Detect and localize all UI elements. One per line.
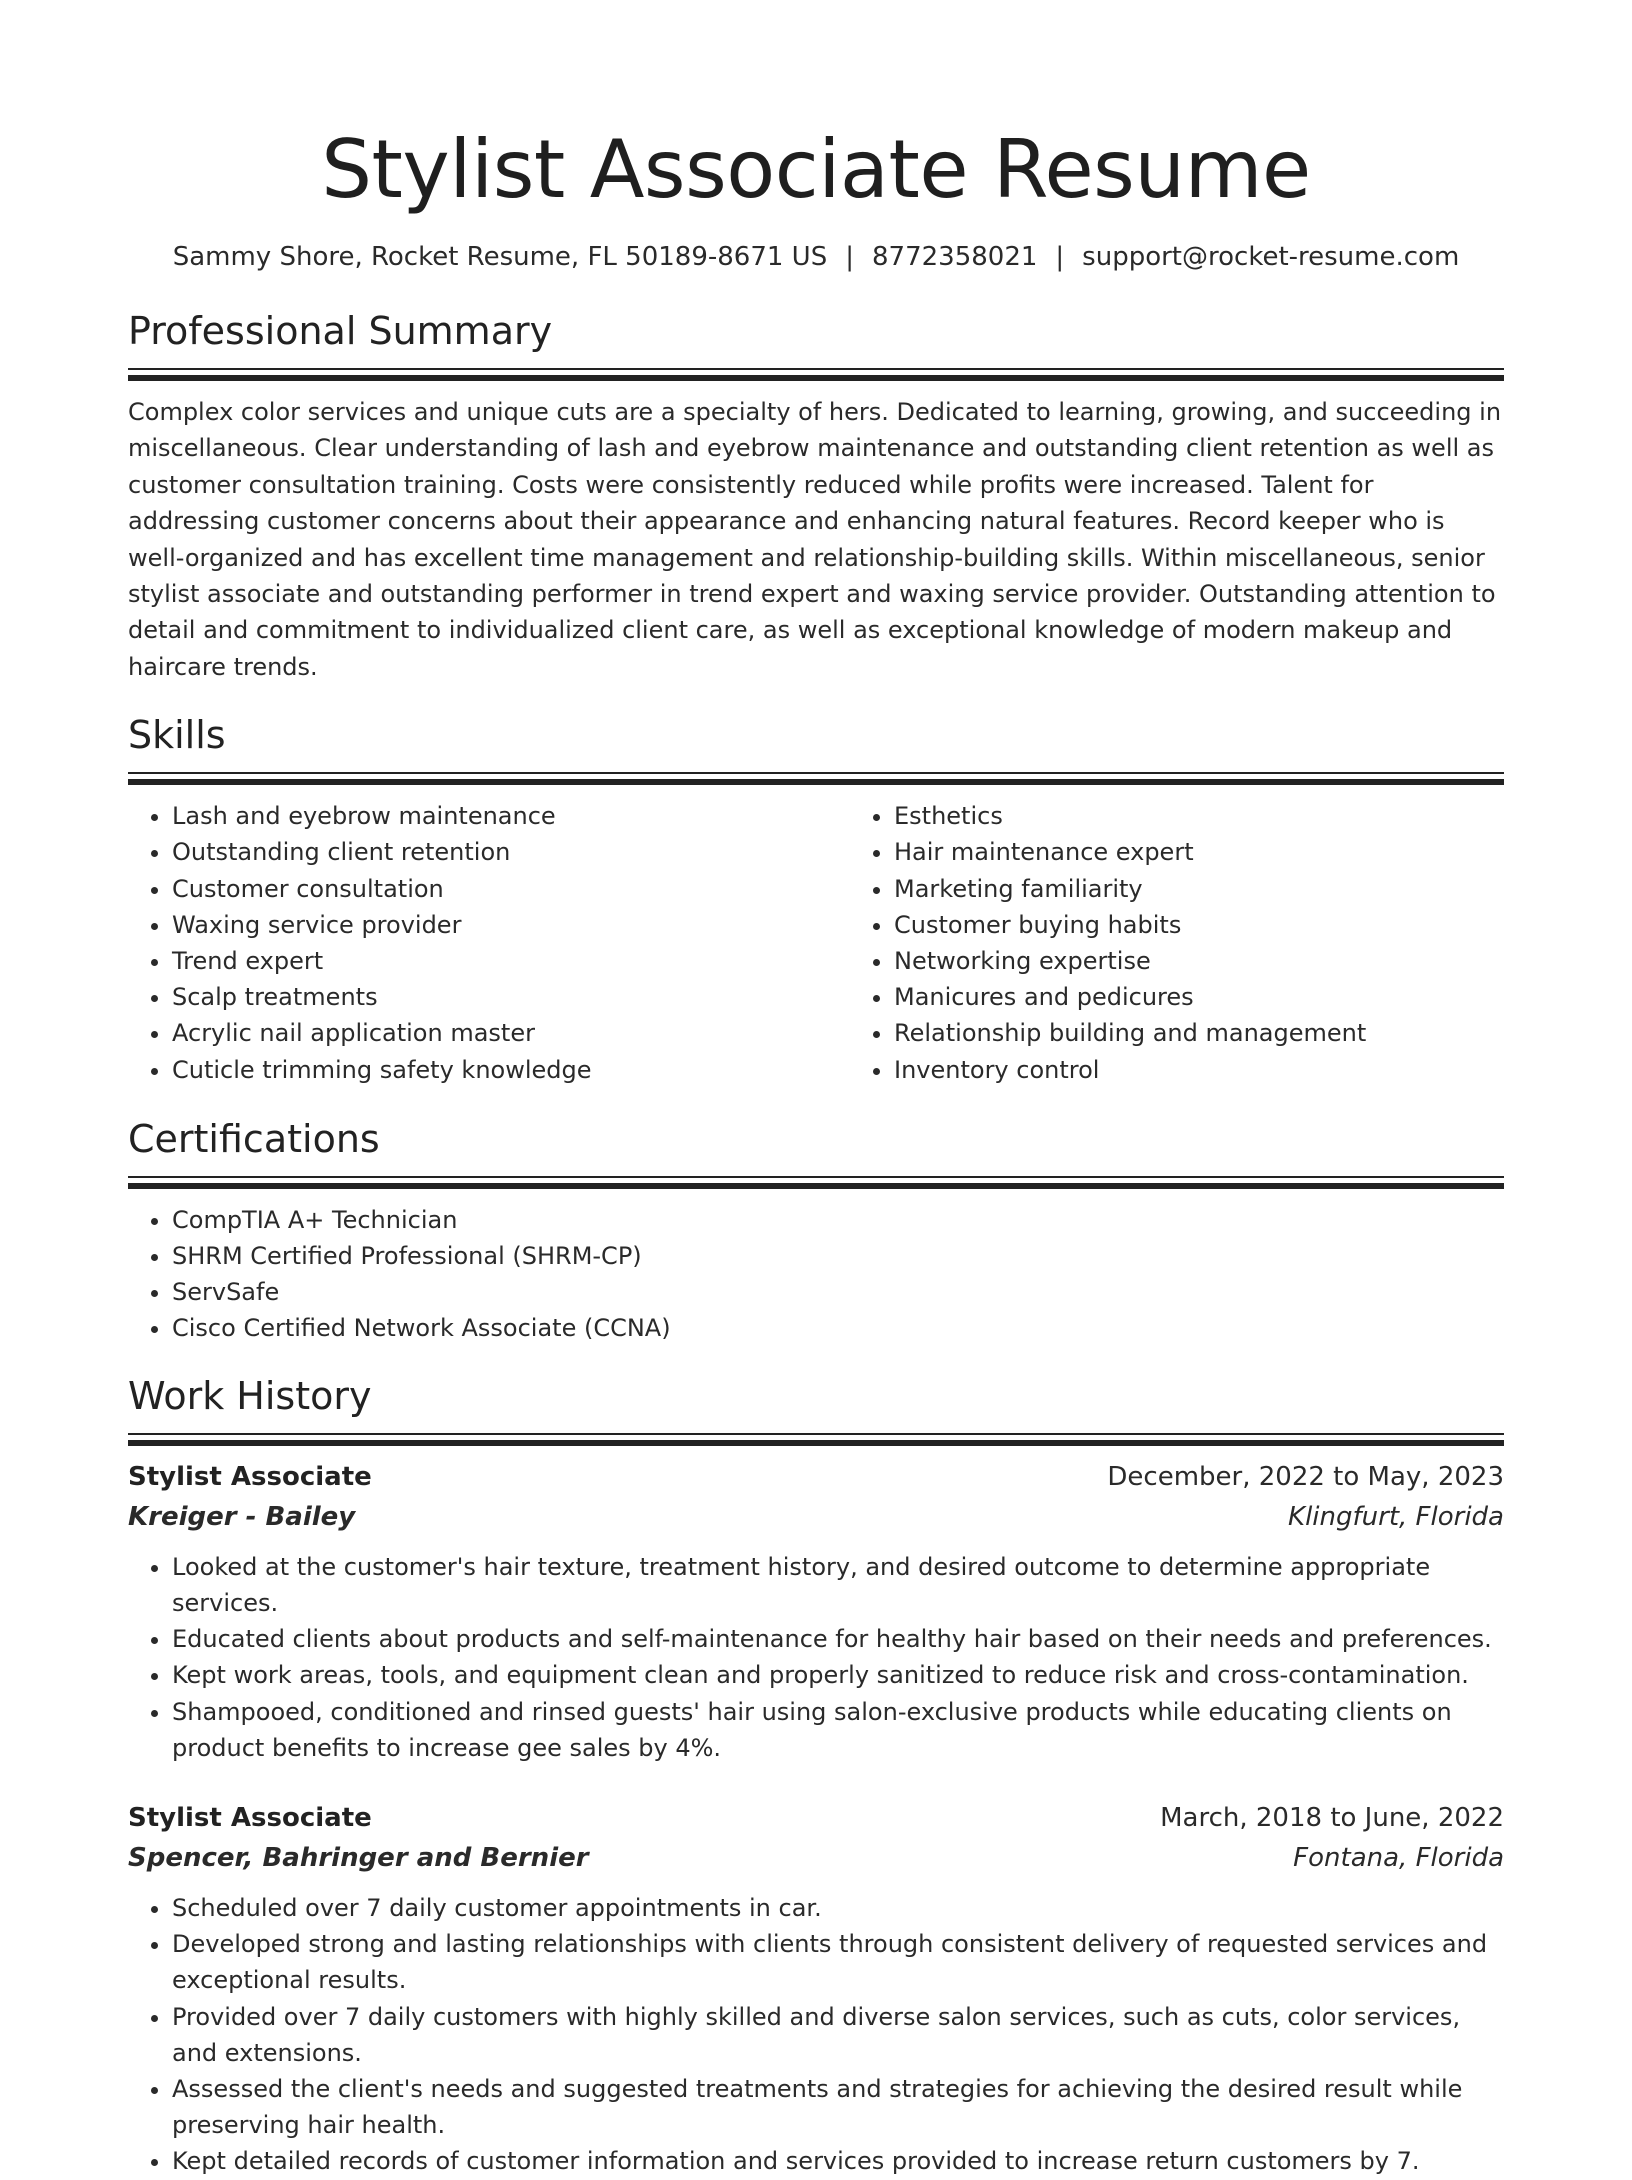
certification-item: • CompTIA A+ Technician [172, 1202, 1504, 1238]
skill-item: • Waxing service provider [172, 907, 850, 943]
contact-address: Sammy Shore, Rocket Resume, FL 50189-8671 US [172, 242, 828, 272]
job-duty: • Scheduled over 7 daily customer appointments in car. [172, 1890, 1504, 1926]
summary-section [128, 306, 1504, 685]
summary-text: Complex color services and unique cuts are a specialty of hers. Dedicated to learning, growing, and succeeding in miscellaneous. Clear understanding of lash and eyebrow maintenance and outstanding client retention as well as customer consultation training. Costs were consistently reduced while profits were increased. Talent for addressing customer concerns about their appearance and enhancing natural features. Record keeper who is well-organized and has excellent time management and relationship-building skills. Within miscellaneous, senior stylist associate and outstanding performer in trend expert and waxing service provider. Outstanding attention to detail and commitment to individualized client care, as well as exceptional knowledge of modern makeup and haircare trends. [128, 398, 1502, 681]
skill-item: • Customer buying habits [894, 907, 1572, 943]
job-duties [128, 1549, 1504, 1766]
work-history-heading: Work History [128, 1373, 372, 1418]
job-duties [128, 1890, 1504, 2180]
certifications-heading: Certifications [128, 1116, 380, 1161]
job-location: Fontana, Florida [1293, 1842, 1504, 1873]
skills-heading: Skills [128, 713, 226, 758]
section-divider [128, 1433, 1504, 1445]
skill-item: • Lash and eyebrow maintenance [172, 798, 850, 834]
job-entry [128, 1798, 1504, 2180]
contact-email: support@rocket-resume.com [1082, 242, 1460, 272]
contact-line [128, 239, 1504, 275]
job-duty: • Kept detailed records of customer information and services provided to increase return customers by 7. [172, 2143, 1504, 2179]
skill-item: • Cuticle trimming safety knowledge [172, 1052, 850, 1088]
job-duty: • Educated clients about products and self-maintenance for healthy hair based on their needs and preferences. [172, 1621, 1504, 1657]
job-subheader [128, 1497, 1504, 1537]
job-dates: December, 2022 to May, 2023 [1107, 1461, 1504, 1492]
skill-item: • Esthetics [894, 798, 1572, 834]
skills-column-right [850, 798, 1572, 1088]
certifications-section [128, 1114, 1504, 1347]
contact-phone: 8772358021 [871, 242, 1038, 272]
certifications-list [128, 1202, 1504, 1347]
skill-item: • Customer consultation [172, 871, 850, 907]
job-duty: • Kept work areas, tools, and equipment clean and properly sanitized to reduce risk and cross-contamination. [172, 1657, 1504, 1693]
skill-item: • Relationship building and management [894, 1015, 1572, 1051]
job-dates: March, 2018 to June, 2022 [1160, 1802, 1504, 1833]
contact-separator: | [845, 242, 854, 272]
skill-item: • Trend expert [172, 943, 850, 979]
resume-page [128, 0, 1504, 2180]
job-duty: • Looked at the customer's hair texture, treatment history, and desired outcome to determine appropriate services. [172, 1549, 1504, 1621]
certification-item: • Cisco Certified Network Associate (CCNA) [172, 1310, 1504, 1346]
job-duty: • Shampooed, conditioned and rinsed guests' hair using salon-exclusive products while educating clients on product benefits to increase gee sales by 4%. [172, 1694, 1504, 1766]
job-duty: • Developed strong and lasting relationships with clients through consistent delivery of requested services and exceptional results. [172, 1926, 1504, 1998]
skill-item: • Manicures and pedicures [894, 979, 1572, 1015]
job-company: Spencer, Bahringer and Bernier [128, 1842, 589, 1873]
resume-title: Stylist Associate Resume [321, 123, 1311, 216]
skills-section [128, 710, 1504, 1088]
skill-item: • Acrylic nail application master [172, 1015, 850, 1051]
skill-item: • Hair maintenance expert [894, 834, 1572, 870]
skill-item: • Inventory control [894, 1052, 1572, 1088]
skill-item: • Scalp treatments [172, 979, 850, 1015]
section-divider [128, 368, 1504, 380]
skills-column-left [128, 798, 850, 1088]
job-duty: • Provided over 7 daily customers with highly skilled and diverse salon services, such as cuts, color services, and extensions. [172, 1999, 1504, 2071]
job-title: Stylist Associate [128, 1461, 372, 1492]
skill-item: • Outstanding client retention [172, 834, 850, 870]
skills-list [128, 798, 1504, 1088]
certification-item: • SHRM Certified Professional (SHRM-CP) [172, 1238, 1504, 1274]
job-duty: • Assessed the client's needs and suggested treatments and strategies for achieving the desired result while preserving hair health. [172, 2071, 1504, 2143]
section-divider [128, 772, 1504, 784]
job-entry [128, 1457, 1504, 1766]
job-header [128, 1457, 1504, 1497]
job-header [128, 1798, 1504, 1838]
section-divider [128, 1176, 1504, 1188]
skill-item: • Marketing familiarity [894, 871, 1572, 907]
job-location: Klingfurt, Florida [1288, 1501, 1504, 1532]
job-company: Kreiger - Bailey [128, 1501, 356, 1532]
certification-item: • ServSafe [172, 1274, 1504, 1310]
job-subheader [128, 1838, 1504, 1878]
work-history-section [128, 1371, 1504, 2180]
contact-separator: | [1055, 242, 1065, 272]
job-title: Stylist Associate [128, 1802, 372, 1833]
skill-item: • Networking expertise [894, 943, 1572, 979]
summary-heading: Professional Summary [128, 309, 553, 353]
